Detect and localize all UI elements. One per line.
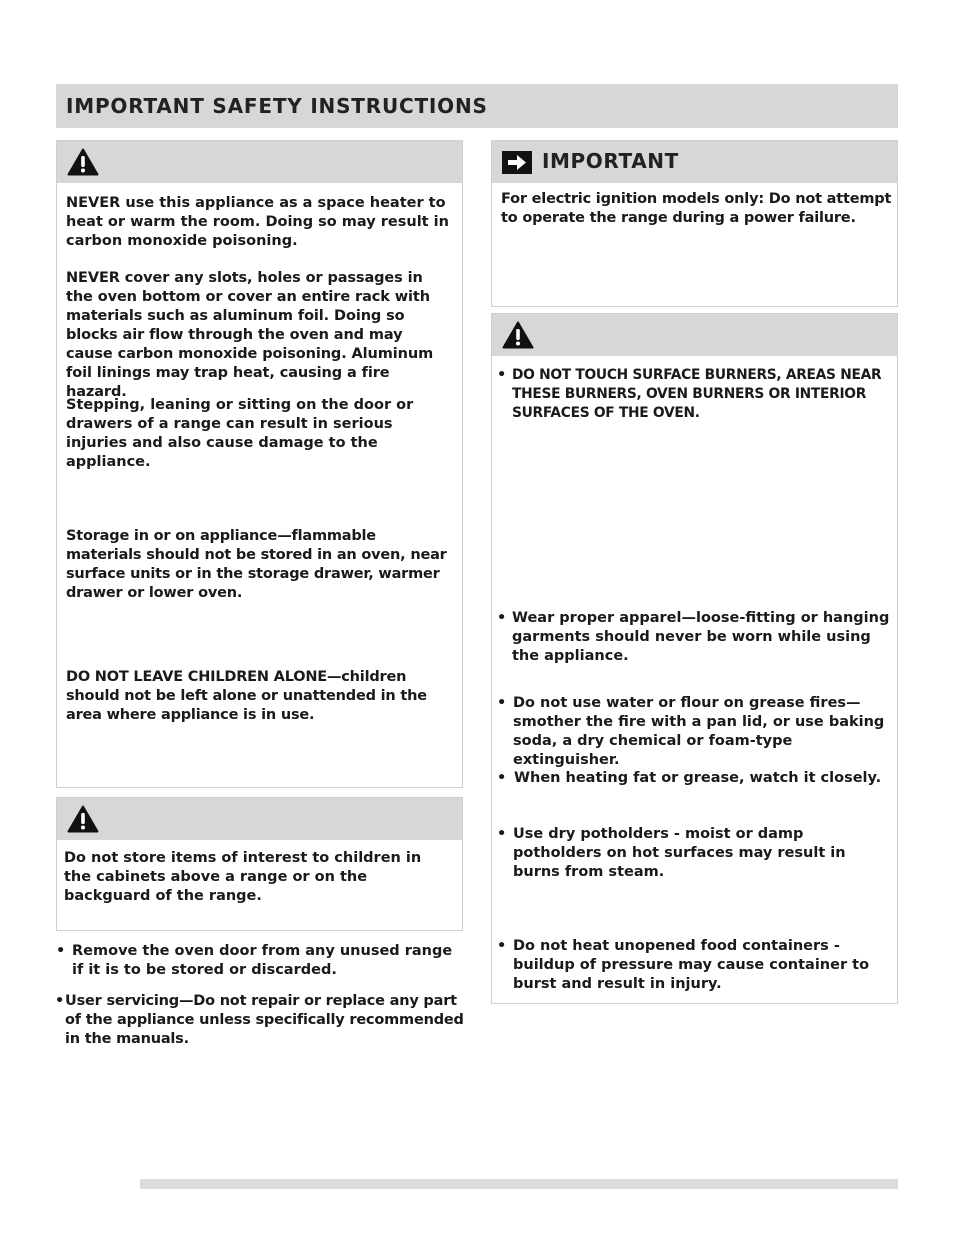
list-item bbox=[56, 992, 466, 1049]
important-box bbox=[491, 140, 898, 307]
left-warning-paragraph: NEVER cover any slots, holes or passages in the oven bottom or cover an entire rack with materials such as aluminum foil. Doing so blocks air flow through the oven and may cause carbon monoxide poisoning. Aluminum foil linings may trap heat, causing a fire hazard. bbox=[66, 270, 434, 400]
bullet-text: DO NOT TOUCH SURFACE BURNERS, AREAS NEAR THESE BURNERS, OVEN BURNERS OR INTERIOR SURFACES OF THE OVEN. bbox=[512, 367, 882, 421]
warning-triangle-icon bbox=[67, 148, 99, 176]
bullet-text: Do not heat unopened food containers - buildup of pressure may cause container to burst and result in injury. bbox=[513, 938, 870, 992]
bullet-dot: • bbox=[497, 770, 507, 786]
list-item bbox=[497, 825, 893, 882]
left-warning-header bbox=[57, 141, 462, 183]
left-warning-paragraph: NEVER use this appliance as a space heater to heat or warm the room. Doing so may result in carbon monoxide poisoning. bbox=[66, 195, 449, 249]
arrow-right-icon bbox=[502, 151, 532, 174]
left-warning-paragraph: Stepping, leaning or sitting on the door or drawers of a range can result in serious injuries and also cause damage to the appliance. bbox=[66, 397, 414, 470]
list-item bbox=[56, 942, 466, 980]
bullet-text: Use dry potholders - moist or damp potholders on hot surfaces may result in burns from steam. bbox=[513, 826, 846, 880]
page-title-bar bbox=[56, 84, 898, 128]
bullet-dot: • bbox=[55, 993, 65, 1009]
list-item bbox=[497, 937, 893, 994]
bullet-text: When heating fat or grease, watch it closely. bbox=[514, 770, 882, 786]
important-header bbox=[492, 141, 897, 183]
bullet-dot: • bbox=[497, 938, 507, 954]
bullet-dot: • bbox=[497, 367, 507, 383]
important-label: IMPORTANT bbox=[542, 149, 679, 173]
left-caution-text: Do not store items of interest to children in the cabinets above a range or on the backguard of the range. bbox=[64, 850, 422, 904]
warning-triangle-icon bbox=[67, 805, 99, 833]
right-warning-box bbox=[491, 313, 898, 1004]
left-warning-box bbox=[56, 140, 463, 788]
list-item bbox=[497, 694, 893, 770]
list-item bbox=[497, 769, 893, 788]
right-warning-header bbox=[492, 314, 897, 356]
warning-triangle-icon bbox=[502, 321, 534, 349]
page-title: IMPORTANT SAFETY INSTRUCTIONS bbox=[66, 94, 488, 118]
bullet-dot: • bbox=[497, 695, 507, 711]
bullet-dot: • bbox=[497, 826, 507, 842]
bullet-text: Wear proper apparel—loose-fitting or hanging garments should never be worn while using the appliance. bbox=[512, 610, 890, 664]
list-item bbox=[497, 609, 893, 666]
left-caution-box bbox=[56, 797, 463, 931]
left-caution-header bbox=[57, 798, 462, 840]
left-warning-paragraph: DO NOT LEAVE CHILDREN ALONE—children should not be left alone or unattended in the area where appliance is in use. bbox=[66, 669, 427, 723]
bullet-text: User servicing—Do not repair or replace any part of the appliance unless specifically recommended in the manuals. bbox=[65, 993, 464, 1047]
footer-bar bbox=[140, 1179, 898, 1189]
important-text: For electric ignition models only: Do not attempt to operate the range during a power failure. bbox=[501, 191, 892, 226]
list-item bbox=[497, 366, 893, 423]
bullet-dot: • bbox=[497, 610, 507, 626]
bullet-text: Do not use water or flour on grease fires—smother the fire with a pan lid, or use baking soda, a dry chemical or foam-type extinguisher. bbox=[513, 695, 885, 768]
left-warning-paragraph: Storage in or on appliance—flammable materials should not be stored in an oven, near surface units or in the storage drawer, warmer drawer or lower oven. bbox=[66, 528, 447, 601]
bullet-dot: • bbox=[56, 943, 66, 959]
bullet-text: Remove the oven door from any unused range if it is to be stored or discarded. bbox=[72, 943, 453, 978]
